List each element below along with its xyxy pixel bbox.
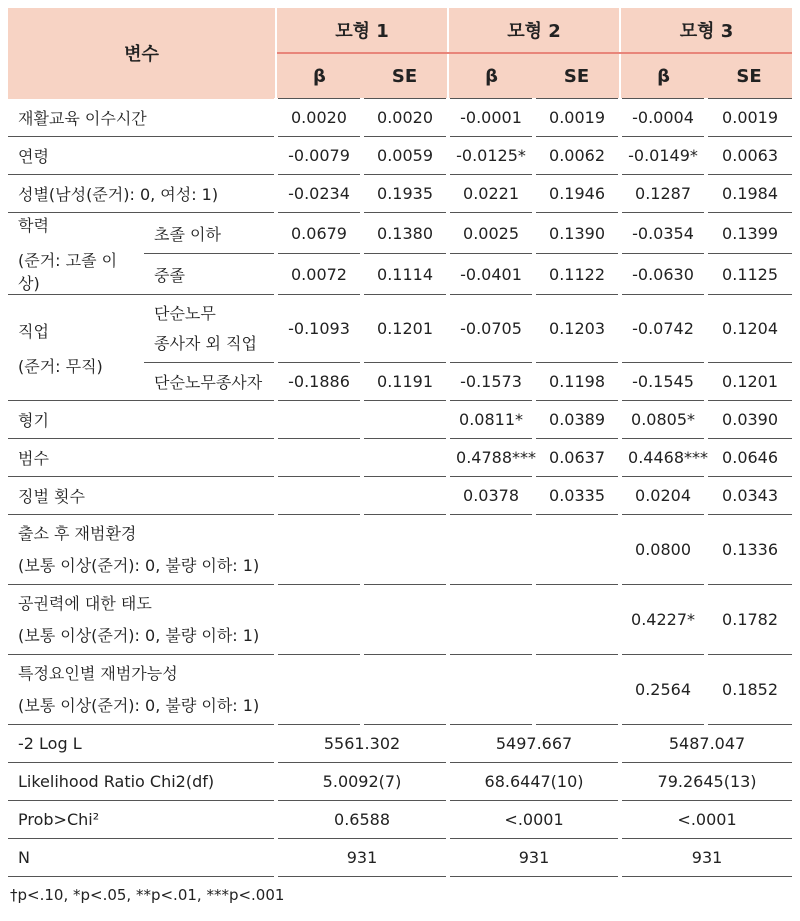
cell: -0.0354: [620, 213, 706, 254]
cell: -0.0079: [276, 137, 362, 175]
cell: 0.1782: [706, 585, 792, 655]
cell: 0.1390: [534, 213, 620, 254]
table-row: [8, 439, 792, 477]
regression-table: [8, 8, 792, 877]
cell: 0.1380: [362, 213, 448, 254]
stat-value: 68.6447(10): [448, 763, 620, 801]
label-line2: (보통 이상(준거): 0, 불량 이하: 1): [18, 555, 260, 575]
stat-label: Prob>Chi²: [8, 801, 276, 839]
cell: 0.1203: [534, 295, 620, 363]
cell: -0.0630: [620, 254, 706, 295]
cell: 0.0020: [362, 99, 448, 137]
table-row: [8, 477, 792, 515]
sublabel-line1: 단순노무: [154, 303, 216, 323]
row-sublabel: 초졸 이하: [144, 213, 276, 254]
stat-value: 5561.302: [276, 725, 448, 763]
row-label: [8, 655, 276, 725]
cell: 0.0679: [276, 213, 362, 254]
stat-value: 5497.667: [448, 725, 620, 763]
label-line1: 공권력에 대한 태도: [18, 593, 152, 613]
model3-header: 모형 3: [620, 8, 792, 53]
stats-row: [8, 725, 792, 763]
stat-value: <.0001: [448, 801, 620, 839]
cell: 0.1399: [706, 213, 792, 254]
cell: [534, 585, 620, 655]
stat-value: 5.0092(7): [276, 763, 448, 801]
stat-label: N: [8, 839, 276, 877]
row-group-label: [8, 295, 144, 401]
cell: [448, 515, 534, 585]
cell: 0.1946: [534, 175, 620, 213]
cell: 0.1287: [620, 175, 706, 213]
cell: 0.1852: [706, 655, 792, 725]
table-row: [8, 295, 792, 363]
cell: -0.1573: [448, 363, 534, 401]
cell: [362, 655, 448, 725]
cell: 0.0390: [706, 401, 792, 439]
cell: 0.0343: [706, 477, 792, 515]
stat-value: 5487.047: [620, 725, 792, 763]
table-row: [8, 515, 792, 585]
cell: 0.0335: [534, 477, 620, 515]
cell: -0.1545: [620, 363, 706, 401]
cell: 0.1201: [706, 363, 792, 401]
cell: -0.0001: [448, 99, 534, 137]
cell: 0.0805*: [620, 401, 706, 439]
cell: -0.1886: [276, 363, 362, 401]
cell: [276, 401, 362, 439]
cell: -0.1093: [276, 295, 362, 363]
row-sublabel: [144, 295, 276, 363]
group-label-line2: (준거: 무직): [18, 356, 103, 376]
cell: 0.0204: [620, 477, 706, 515]
cell: -0.0401: [448, 254, 534, 295]
stat-label: -2 Log L: [8, 725, 276, 763]
row-label: 연령: [8, 137, 276, 175]
cell: 0.1201: [362, 295, 448, 363]
cell: 0.1114: [362, 254, 448, 295]
cell: 0.0059: [362, 137, 448, 175]
cell: 0.0072: [276, 254, 362, 295]
stat-value: <.0001: [620, 801, 792, 839]
stat-label: Likelihood Ratio Chi2(df): [8, 763, 276, 801]
cell: -0.0125*: [448, 137, 534, 175]
row-label: [8, 585, 276, 655]
table-row: [8, 585, 792, 655]
cell: 0.0221: [448, 175, 534, 213]
stat-value: 931: [276, 839, 448, 877]
row-label: 성별(남성(준거): 0, 여성: 1): [8, 175, 276, 213]
cell: [276, 585, 362, 655]
beta-header: β: [448, 53, 534, 99]
se-header: SE: [706, 53, 792, 99]
cell: 0.1125: [706, 254, 792, 295]
cell: [362, 585, 448, 655]
sublabel-line2: 종사자 외 직업: [154, 333, 257, 353]
cell: [362, 401, 448, 439]
row-label: 형기: [8, 401, 276, 439]
cell: 0.0063: [706, 137, 792, 175]
cell: 0.1122: [534, 254, 620, 295]
cell: -0.0705: [448, 295, 534, 363]
cell: [362, 515, 448, 585]
stat-value: 0.6588: [276, 801, 448, 839]
stat-value: 79.2645(13): [620, 763, 792, 801]
cell: [276, 655, 362, 725]
cell: 0.0025: [448, 213, 534, 254]
cell: [534, 515, 620, 585]
cell: 0.1198: [534, 363, 620, 401]
cell: [362, 439, 448, 477]
cell: 0.0646: [706, 439, 792, 477]
label-line1: 출소 후 재범환경: [18, 523, 137, 543]
group-label-line2: (준거: 고졸 이상): [18, 251, 118, 293]
cell: [276, 515, 362, 585]
label-line2: (보통 이상(준거): 0, 불량 이하: 1): [18, 695, 260, 715]
group-label-line1: 직업: [18, 321, 49, 341]
stat-value: 931: [620, 839, 792, 877]
beta-header: β: [276, 53, 362, 99]
label-line1: 특정요인별 재범가능성: [18, 663, 178, 683]
se-header: SE: [534, 53, 620, 99]
stats-row: [8, 839, 792, 877]
stats-row: [8, 801, 792, 839]
cell: -0.0742: [620, 295, 706, 363]
cell: [534, 655, 620, 725]
cell: [448, 585, 534, 655]
cell: 0.0019: [706, 99, 792, 137]
cell: 0.4788***: [448, 439, 534, 477]
cell: 0.1336: [706, 515, 792, 585]
row-group-label: [8, 213, 144, 295]
cell: [448, 655, 534, 725]
cell: 0.1204: [706, 295, 792, 363]
row-label: 범수: [8, 439, 276, 477]
model2-header: 모형 2: [448, 8, 620, 53]
cell: 0.0019: [534, 99, 620, 137]
cell: 0.0062: [534, 137, 620, 175]
row-label: 재활교육 이수시간: [8, 99, 276, 137]
cell: -0.0234: [276, 175, 362, 213]
table-row: [8, 137, 792, 175]
row-sublabel: 단순노무종사자: [144, 363, 276, 401]
cell: 0.1935: [362, 175, 448, 213]
cell: -0.0149*: [620, 137, 706, 175]
row-label: 징벌 횟수: [8, 477, 276, 515]
se-header: SE: [362, 53, 448, 99]
group-label-line1: 학력: [18, 216, 49, 235]
cell: 0.4468***: [620, 439, 706, 477]
model1-header: 모형 1: [276, 8, 448, 53]
cell: 0.1984: [706, 175, 792, 213]
cell: -0.0004: [620, 99, 706, 137]
cell: 0.0378: [448, 477, 534, 515]
row-label: [8, 515, 276, 585]
table-row: [8, 175, 792, 213]
cell: 0.0800: [620, 515, 706, 585]
table-row: [8, 99, 792, 137]
header-row-models: [8, 8, 792, 53]
stats-row: [8, 763, 792, 801]
label-line2: (보통 이상(준거): 0, 불량 이하: 1): [18, 625, 260, 645]
variable-header: 변수: [8, 8, 276, 99]
cell: [362, 477, 448, 515]
cell: 0.4227*: [620, 585, 706, 655]
cell: 0.0020: [276, 99, 362, 137]
row-sublabel: 중졸: [144, 254, 276, 295]
table-row: [8, 213, 792, 254]
footnote: †p<.10, *p<.05, **p<.01, ***p<.001: [10, 886, 285, 904]
cell: 0.2564: [620, 655, 706, 725]
cell: 0.0811*: [448, 401, 534, 439]
table-row: [8, 401, 792, 439]
beta-header: β: [620, 53, 706, 99]
cell: 0.0637: [534, 439, 620, 477]
cell: 0.0389: [534, 401, 620, 439]
stat-value: 931: [448, 839, 620, 877]
table-row: [8, 655, 792, 725]
cell: [276, 477, 362, 515]
cell: 0.1191: [362, 363, 448, 401]
cell: [276, 439, 362, 477]
